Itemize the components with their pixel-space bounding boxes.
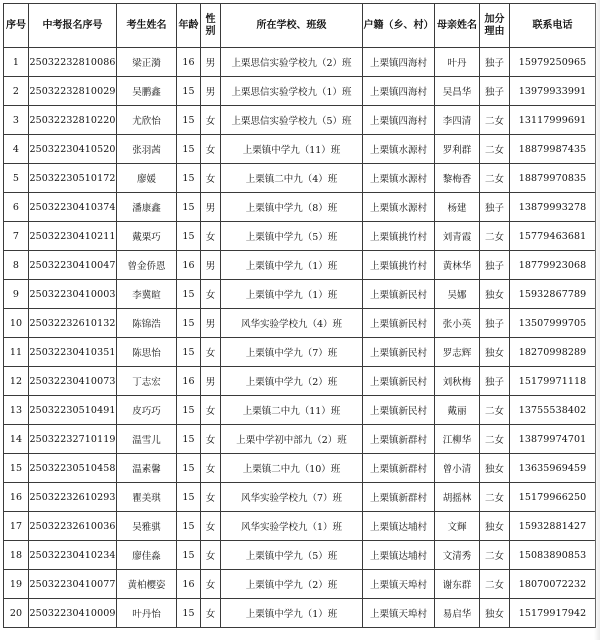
cell-age: 15 — [177, 396, 201, 425]
cell-student-name: 梁正漪 — [117, 48, 177, 77]
header-phone: 联系电话 — [510, 4, 596, 48]
cell-hometown: 上栗镇新民村 — [363, 280, 435, 309]
cell-bonus-reason: 独子 — [480, 77, 510, 106]
cell-age: 15 — [177, 454, 201, 483]
cell-student-name: 皮巧巧 — [117, 396, 177, 425]
cell-age: 15 — [177, 193, 201, 222]
cell-seq: 19 — [4, 570, 29, 599]
cell-exam-no: 25032230410520 — [29, 135, 117, 164]
cell-phone: 13979933991 — [510, 77, 596, 106]
table-row — [4, 251, 596, 280]
cell-bonus-reason: 二女 — [480, 570, 510, 599]
cell-school: 上栗镇中学九（1）班 — [221, 599, 363, 628]
cell-phone: 18879970835 — [510, 164, 596, 193]
cell-age: 15 — [177, 106, 201, 135]
cell-sex: 男 — [201, 251, 221, 280]
cell-school: 上栗镇二中九（4）班 — [221, 164, 363, 193]
cell-hometown: 上栗镇四海村 — [363, 106, 435, 135]
cell-phone: 13879993278 — [510, 193, 596, 222]
cell-bonus-reason: 二女 — [480, 106, 510, 135]
cell-phone: 13507999705 — [510, 309, 596, 338]
table-header-row — [4, 4, 596, 48]
table-row — [4, 106, 596, 135]
header-age: 年龄 — [177, 4, 201, 48]
cell-sex: 女 — [201, 454, 221, 483]
cell-student-name: 戴栗巧 — [117, 222, 177, 251]
cell-student-name: 张羽茜 — [117, 135, 177, 164]
cell-school: 上栗中学初中部九（2）班 — [221, 425, 363, 454]
cell-school: 上栗镇中学九（5）班 — [221, 222, 363, 251]
cell-bonus-reason: 独子 — [480, 193, 510, 222]
cell-bonus-reason: 独子 — [480, 367, 510, 396]
cell-age: 15 — [177, 222, 201, 251]
cell-hometown: 上栗镇四海村 — [363, 77, 435, 106]
cell-sex: 女 — [201, 106, 221, 135]
header-exam-no: 中考报名序号 — [29, 4, 117, 48]
cell-exam-no: 25032230410003 — [29, 280, 117, 309]
cell-sex: 男 — [201, 367, 221, 396]
cell-sex: 女 — [201, 541, 221, 570]
table-row — [4, 280, 596, 309]
cell-student-name: 温雪儿 — [117, 425, 177, 454]
cell-phone: 15179966250 — [510, 483, 596, 512]
cell-student-name: 陈思怡 — [117, 338, 177, 367]
cell-exam-no: 25032232810220 — [29, 106, 117, 135]
cell-hometown: 上栗镇新群村 — [363, 425, 435, 454]
cell-mother-name: 罗志辉 — [435, 338, 480, 367]
table-row — [4, 309, 596, 338]
cell-school: 上栗思信实验学校九（5）班 — [221, 106, 363, 135]
cell-age: 15 — [177, 135, 201, 164]
cell-exam-no: 25032230410374 — [29, 193, 117, 222]
cell-hometown: 上栗镇天埠村 — [363, 570, 435, 599]
cell-seq: 12 — [4, 367, 29, 396]
page-edge-shadow — [594, 0, 600, 640]
cell-bonus-reason: 二女 — [480, 483, 510, 512]
cell-student-name: 丁志宏 — [117, 367, 177, 396]
cell-hometown: 上栗镇达埔村 — [363, 541, 435, 570]
table-row — [4, 367, 596, 396]
cell-sex: 女 — [201, 599, 221, 628]
cell-mother-name: 李四清 — [435, 106, 480, 135]
cell-phone: 13879974701 — [510, 425, 596, 454]
cell-age: 15 — [177, 541, 201, 570]
cell-age: 15 — [177, 309, 201, 338]
cell-phone: 15083890853 — [510, 541, 596, 570]
cell-seq: 10 — [4, 309, 29, 338]
cell-hometown: 上栗镇新民村 — [363, 338, 435, 367]
cell-exam-no: 25032232610132 — [29, 309, 117, 338]
cell-hometown: 上栗镇新民村 — [363, 309, 435, 338]
cell-sex: 女 — [201, 135, 221, 164]
table-row — [4, 222, 596, 251]
cell-seq: 11 — [4, 338, 29, 367]
cell-school: 上栗镇中学九（8）班 — [221, 193, 363, 222]
cell-phone: 18270998289 — [510, 338, 596, 367]
cell-seq: 13 — [4, 396, 29, 425]
cell-age: 15 — [177, 338, 201, 367]
cell-school: 上栗镇中学九（7）班 — [221, 338, 363, 367]
cell-mother-name: 黄林华 — [435, 251, 480, 280]
cell-hometown: 上栗镇新民村 — [363, 396, 435, 425]
cell-mother-name: 罗利群 — [435, 135, 480, 164]
cell-sex: 女 — [201, 512, 221, 541]
table-row — [4, 338, 596, 367]
cell-sex: 女 — [201, 222, 221, 251]
cell-bonus-reason: 二女 — [480, 135, 510, 164]
cell-school: 上栗镇中学九（2）班 — [221, 367, 363, 396]
cell-bonus-reason: 独女 — [480, 512, 510, 541]
cell-exam-no: 25032230410077 — [29, 570, 117, 599]
cell-age: 16 — [177, 367, 201, 396]
cell-sex: 女 — [201, 425, 221, 454]
cell-student-name: 温素馨 — [117, 454, 177, 483]
cell-phone: 15179917942 — [510, 599, 596, 628]
cell-mother-name: 刘青霞 — [435, 222, 480, 251]
header-hometown: 户籍（乡、村） — [363, 4, 435, 48]
cell-hometown: 上栗镇挑竹村 — [363, 222, 435, 251]
table-row — [4, 193, 596, 222]
cell-seq: 18 — [4, 541, 29, 570]
cell-school: 风华实验学校九（1）班 — [221, 512, 363, 541]
cell-mother-name: 胡摇林 — [435, 483, 480, 512]
cell-phone: 15779463681 — [510, 222, 596, 251]
cell-age: 15 — [177, 483, 201, 512]
cell-sex: 男 — [201, 77, 221, 106]
cell-mother-name: 刘秋梅 — [435, 367, 480, 396]
cell-age: 16 — [177, 251, 201, 280]
header-sex: 性别 — [201, 4, 221, 48]
cell-bonus-reason: 二女 — [480, 164, 510, 193]
cell-exam-no: 25032232810029 — [29, 77, 117, 106]
cell-seq: 7 — [4, 222, 29, 251]
cell-age: 15 — [177, 512, 201, 541]
cell-bonus-reason: 二女 — [480, 222, 510, 251]
cell-mother-name: 曾小清 — [435, 454, 480, 483]
cell-seq: 14 — [4, 425, 29, 454]
cell-sex: 女 — [201, 338, 221, 367]
cell-mother-name: 吴娜 — [435, 280, 480, 309]
cell-bonus-reason: 独子 — [480, 309, 510, 338]
cell-hometown: 上栗镇四海村 — [363, 48, 435, 77]
cell-bonus-reason: 二女 — [480, 541, 510, 570]
cell-age: 15 — [177, 280, 201, 309]
cell-sex: 女 — [201, 570, 221, 599]
cell-mother-name: 文輝 — [435, 512, 480, 541]
cell-age: 15 — [177, 599, 201, 628]
cell-mother-name: 戴丽 — [435, 396, 480, 425]
cell-bonus-reason: 独女 — [480, 599, 510, 628]
cell-sex: 男 — [201, 193, 221, 222]
cell-school: 上栗镇二中九（11）班 — [221, 396, 363, 425]
cell-exam-no: 25032230410211 — [29, 222, 117, 251]
cell-mother-name: 谢东群 — [435, 570, 480, 599]
cell-mother-name: 江柳华 — [435, 425, 480, 454]
table-row — [4, 164, 596, 193]
cell-exam-no: 25032232610293 — [29, 483, 117, 512]
cell-seq: 20 — [4, 599, 29, 628]
table-body — [4, 48, 596, 628]
cell-student-name: 潘康鑫 — [117, 193, 177, 222]
cell-bonus-reason: 独子 — [480, 48, 510, 77]
cell-sex: 女 — [201, 280, 221, 309]
cell-hometown: 上栗镇新民村 — [363, 367, 435, 396]
cell-mother-name: 张小英 — [435, 309, 480, 338]
cell-sex: 女 — [201, 396, 221, 425]
table-row — [4, 454, 596, 483]
cell-age: 15 — [177, 77, 201, 106]
cell-student-name: 廖媛 — [117, 164, 177, 193]
cell-seq: 5 — [4, 164, 29, 193]
cell-phone: 15979250965 — [510, 48, 596, 77]
table-row — [4, 541, 596, 570]
cell-seq: 6 — [4, 193, 29, 222]
cell-school: 上栗思信实验学校九（1）班 — [221, 77, 363, 106]
cell-exam-no: 25032232610036 — [29, 512, 117, 541]
cell-hometown: 上栗镇新群村 — [363, 454, 435, 483]
cell-age: 16 — [177, 48, 201, 77]
header-reason: 加分理由 — [480, 4, 510, 48]
table-row — [4, 483, 596, 512]
table-row — [4, 570, 596, 599]
cell-student-name: 吴雅骐 — [117, 512, 177, 541]
cell-age: 16 — [177, 570, 201, 599]
cell-sex: 男 — [201, 48, 221, 77]
cell-bonus-reason: 二女 — [480, 396, 510, 425]
cell-student-name: 李冀暄 — [117, 280, 177, 309]
cell-exam-no: 25032230510491 — [29, 396, 117, 425]
cell-student-name: 瞿美琪 — [117, 483, 177, 512]
cell-student-name: 陈锦浩 — [117, 309, 177, 338]
cell-exam-no: 25032230510458 — [29, 454, 117, 483]
header-mother: 母亲姓名 — [435, 4, 480, 48]
cell-sex: 男 — [201, 309, 221, 338]
cell-student-name: 黄柏樱姿 — [117, 570, 177, 599]
table-row — [4, 48, 596, 77]
cell-bonus-reason: 独女 — [480, 338, 510, 367]
cell-hometown: 上栗镇挑竹村 — [363, 251, 435, 280]
cell-bonus-reason: 独女 — [480, 280, 510, 309]
cell-school: 上栗镇中学九（1）班 — [221, 251, 363, 280]
cell-phone: 15932867789 — [510, 280, 596, 309]
cell-phone: 18070072232 — [510, 570, 596, 599]
cell-phone: 13635969459 — [510, 454, 596, 483]
header-school: 所在学校、班级 — [221, 4, 363, 48]
cell-exam-no: 25032230410047 — [29, 251, 117, 280]
cell-phone: 15932881427 — [510, 512, 596, 541]
cell-bonus-reason: 二女 — [480, 425, 510, 454]
cell-hometown: 上栗镇水源村 — [363, 135, 435, 164]
header-name: 考生姓名 — [117, 4, 177, 48]
cell-student-name: 廖佳淼 — [117, 541, 177, 570]
table-row — [4, 512, 596, 541]
cell-seq: 3 — [4, 106, 29, 135]
cell-sex: 女 — [201, 483, 221, 512]
cell-phone: 18779923068 — [510, 251, 596, 280]
cell-hometown: 上栗镇水源村 — [363, 164, 435, 193]
cell-school: 上栗镇二中九（10）班 — [221, 454, 363, 483]
cell-mother-name: 吴昌华 — [435, 77, 480, 106]
cell-mother-name: 叶丹 — [435, 48, 480, 77]
cell-student-name: 尤欣怡 — [117, 106, 177, 135]
cell-student-name: 叶丹怡 — [117, 599, 177, 628]
cell-seq: 1 — [4, 48, 29, 77]
cell-exam-no: 25032230410009 — [29, 599, 117, 628]
cell-student-name: 吴鹏鑫 — [117, 77, 177, 106]
cell-exam-no: 25032230410351 — [29, 338, 117, 367]
table-row — [4, 425, 596, 454]
cell-hometown: 上栗镇天埠村 — [363, 599, 435, 628]
cell-exam-no: 25032230410234 — [29, 541, 117, 570]
cell-phone: 13117999691 — [510, 106, 596, 135]
table-row — [4, 599, 596, 628]
cell-exam-no: 25032230410073 — [29, 367, 117, 396]
student-bonus-table — [3, 3, 596, 628]
cell-sex: 女 — [201, 164, 221, 193]
cell-seq: 9 — [4, 280, 29, 309]
cell-hometown: 上栗镇达埔村 — [363, 512, 435, 541]
cell-exam-no: 25032232810086 — [29, 48, 117, 77]
cell-seq: 4 — [4, 135, 29, 164]
cell-school: 风华实验学校九（4）班 — [221, 309, 363, 338]
cell-age: 15 — [177, 425, 201, 454]
cell-seq: 16 — [4, 483, 29, 512]
table-row — [4, 77, 596, 106]
cell-seq: 2 — [4, 77, 29, 106]
cell-exam-no: 25032230510172 — [29, 164, 117, 193]
cell-mother-name: 易启华 — [435, 599, 480, 628]
cell-phone: 13755538402 — [510, 396, 596, 425]
cell-mother-name: 杨建 — [435, 193, 480, 222]
cell-age: 15 — [177, 164, 201, 193]
header-seq: 序号 — [4, 4, 29, 48]
cell-seq: 17 — [4, 512, 29, 541]
cell-hometown: 上栗镇新群村 — [363, 483, 435, 512]
cell-school: 上栗镇中学九（5）班 — [221, 541, 363, 570]
cell-seq: 8 — [4, 251, 29, 280]
cell-school: 上栗镇中学九（1）班 — [221, 280, 363, 309]
cell-hometown: 上栗镇水源村 — [363, 193, 435, 222]
cell-phone: 15179971118 — [510, 367, 596, 396]
cell-exam-no: 25032232710119 — [29, 425, 117, 454]
cell-school: 风华实验学校九（7）班 — [221, 483, 363, 512]
cell-school: 上栗思信实验学校九（2）班 — [221, 48, 363, 77]
cell-bonus-reason: 独子 — [480, 251, 510, 280]
cell-phone: 18879987435 — [510, 135, 596, 164]
cell-student-name: 曾金侨恩 — [117, 251, 177, 280]
cell-seq: 15 — [4, 454, 29, 483]
cell-school: 上栗镇中学九（2）班 — [221, 570, 363, 599]
cell-mother-name: 文清秀 — [435, 541, 480, 570]
table-row — [4, 135, 596, 164]
table-row — [4, 396, 596, 425]
cell-mother-name: 黎梅香 — [435, 164, 480, 193]
cell-bonus-reason: 独女 — [480, 454, 510, 483]
cell-school: 上栗镇中学九（11）班 — [221, 135, 363, 164]
